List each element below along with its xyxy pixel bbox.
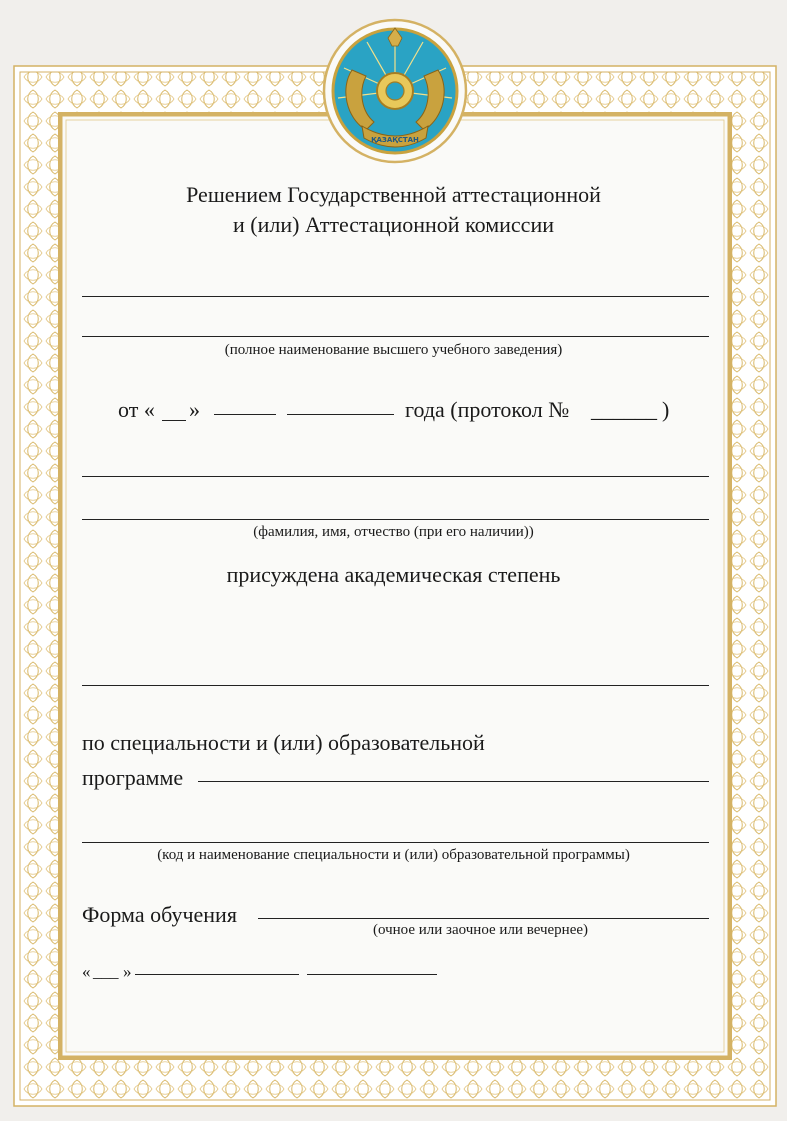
state-emblem [322,18,468,164]
sign-date-day[interactable]: ___ [93,962,119,981]
specialty-line-2: программе [82,765,184,790]
date-year-blank[interactable] [287,414,394,415]
sign-date-month-blank[interactable] [135,974,299,975]
protocol-close: ) [662,397,670,422]
study-form-label: Форма обучения [82,902,237,927]
fullname-caption: (фамилия, имя, отчество (при его наличии)) [253,524,534,540]
institution-caption: (полное наименование высшего учебного заведения) [224,342,563,358]
date-day-blank[interactable] [162,420,186,421]
degree-text: присуждена академическая степень [226,562,561,587]
program-line-2[interactable] [82,842,709,843]
date-month-blank[interactable] [214,414,276,415]
protocol-number-blank[interactable]: ______ [591,397,657,422]
fullname-line-2[interactable] [82,519,709,520]
specialty-line-1: по специальности и (или) образовательной [82,730,485,755]
fullname-line-1[interactable] [82,476,709,477]
date-prefix: от « [118,397,155,422]
header-line-2: и (или) Аттестационной комиссии [233,212,554,237]
study-form-line[interactable] [258,918,709,919]
sign-date-close: » [123,962,132,981]
program-line-1[interactable] [198,781,709,782]
sign-date-open: « [82,962,91,981]
program-caption: (код и наименование специальности и (или) образовательной программы) [157,847,630,863]
date-quote-close: » [189,397,200,422]
institution-line-1[interactable] [82,296,709,297]
degree-line[interactable] [82,685,709,686]
study-form-caption: (очное или заочное или вечернее) [373,922,589,938]
sign-date-year-blank[interactable] [307,974,437,975]
emblem-inscription: ҚАЗАҚСТАН [371,136,419,144]
institution-line-2[interactable] [82,336,709,337]
header-line-1: Решением Государственной аттестационной [186,182,601,207]
date-year-text: года (протокол № [405,397,570,422]
